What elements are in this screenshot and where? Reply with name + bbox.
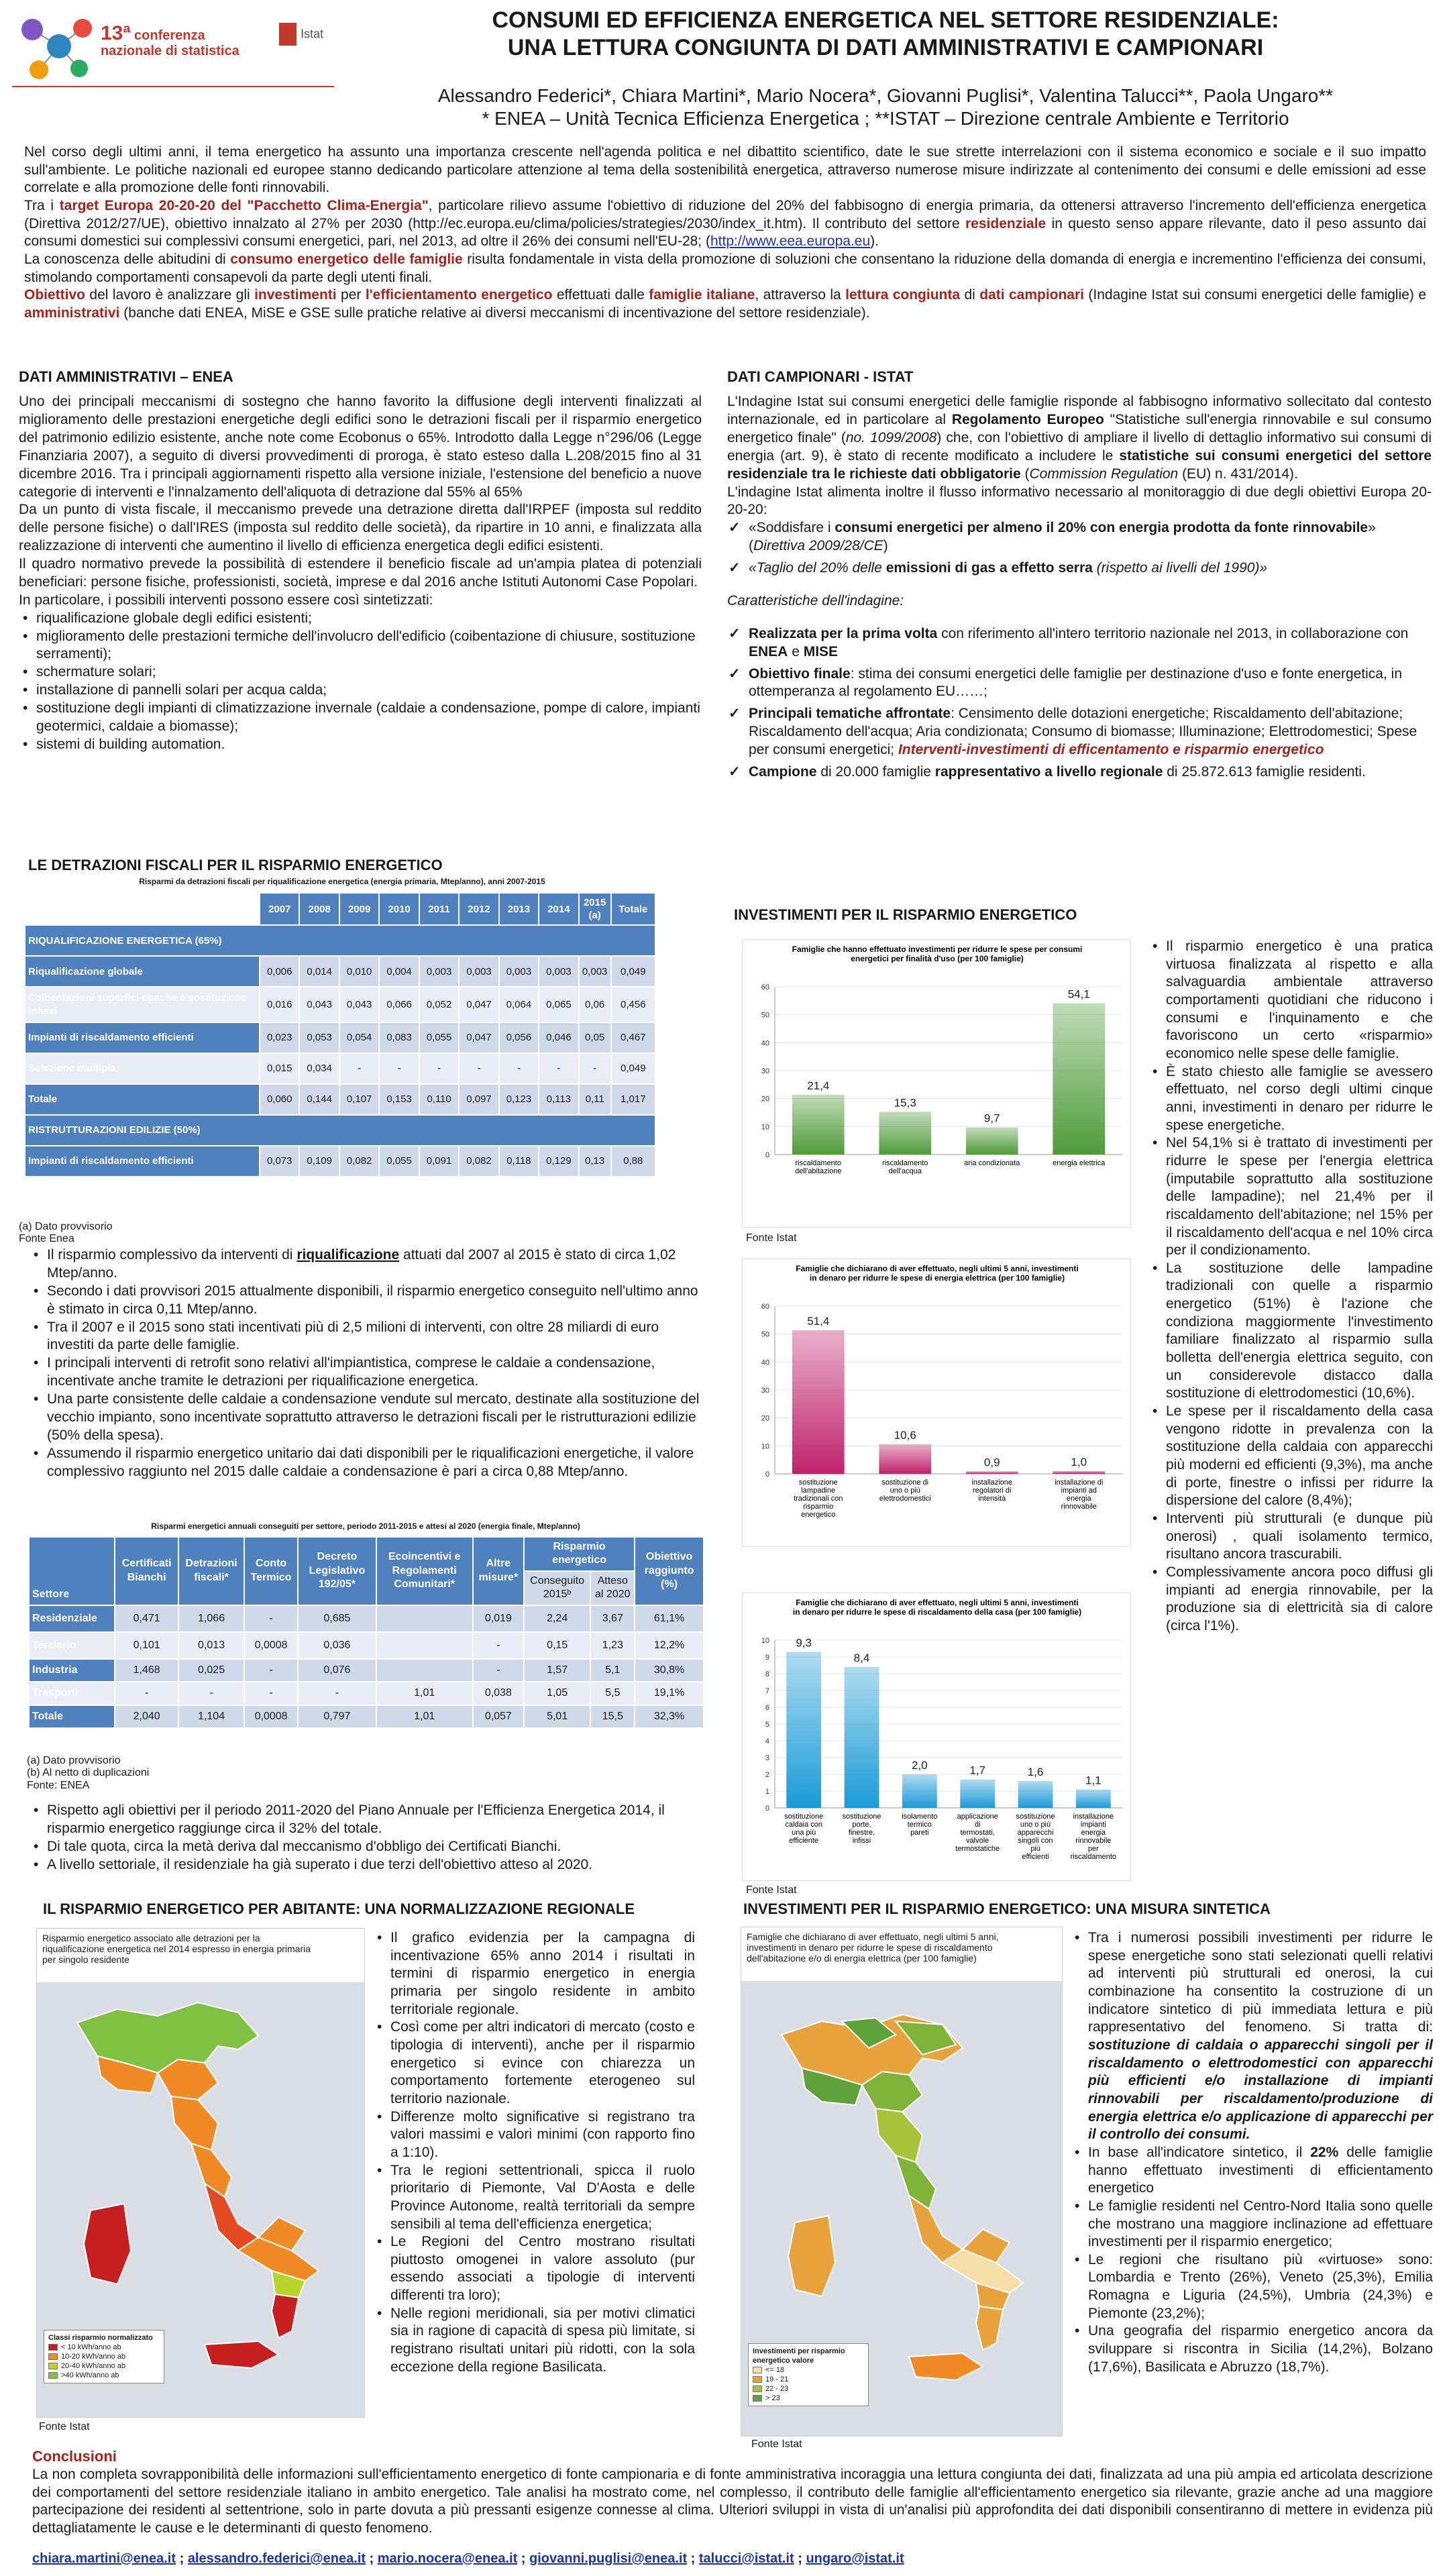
x-tick-label: sostituzione porte, finestre, infissi — [842, 1813, 881, 1845]
list-item: • Assumendo il risparmio energetico unitario dai dati disponibili per le riqualificazioni energetiche, il valore complessivo raggiunto nel 2015 dalle caldaie a condensazione è pari a circa 0,88 Mtep/anno. — [30, 1445, 700, 1481]
sintetica-bullets — [1071, 1929, 1433, 2376]
map-source: Fonte Istat — [751, 2438, 802, 2450]
left-p2: Da un punto di vista fiscale, il meccanismo prevede una detrazione diretta dall'IRPEF (imposta sul reddito delle persone fisiche) o dall'IRES (imposta sul reddito delle società), da ripartire in 10 anni, e finalizzata alla realizzazione di interventi che aumentino il livello di efficienza energetica degli edifici esistenti. — [19, 502, 702, 554]
data-label: 2,0 — [912, 1759, 928, 1772]
y-tick-label: 60 — [761, 1303, 769, 1311]
y-tick-label: 10 — [761, 1637, 769, 1645]
conference-logo — [12, 9, 334, 83]
map-caption: Risparmio energetico associato alle detrazioni per la riqualificazione energetica nel 2014 espresso in energia primaria per singolo residente — [42, 1933, 311, 1966]
y-tick-label: 10 — [761, 1442, 769, 1451]
x-tick-label: riscaldamento dell'abitazione — [795, 1159, 842, 1175]
x-tick-label: isolamento termico pareti — [902, 1813, 938, 1837]
list-item: • Così come per altri indicatori di mercato (costo e tipologia di interventi), anche per il risparmio energetico si evince con chiarezza un comportamento fortemente eterogeneo sul territorio nazionale. — [373, 2019, 695, 2108]
list-item: • Il grafico evidenzia per la campagna di incentivazione 65% anno 2014 i risultati in termini di risparmio energetico in energia primaria per singolo residente in ambito territoriale regionale. — [373, 1929, 695, 2019]
abitante-title: IL RISPARMIO ENERGETICO PER ABITANTE: UNA NORMALIZZAZIONE REGIONALE — [43, 1900, 635, 1917]
sintetica-title: INVESTIMENTI PER IL RISPARMIO ENERGETICO: UNA MISURA SINTETICA — [743, 1900, 1271, 1917]
email-link[interactable]: giovanni.puglisi@enea.it — [529, 2551, 688, 2566]
authors-block — [349, 85, 1422, 129]
list-item: • Le famiglie residenti nel Centro-Nord Italia sono quelle che mostrano una maggiore inclinazione ad effettuare investimenti per il risparmio energetico; — [1071, 2198, 1433, 2251]
risparmi-table: Settore Certificati Bianchi Detrazioni fiscali* Conto Termico Decreto Legislativo 192/05* Ecoincentivi e Regolamenti Comunitari* Altre misure* Risparmio energetico Obiettivo raggiunto (%) Conseguito 2015ᵇ Atteso al 2020 Residenziale 0,471 1,066 - 0,685 0,019 2,24 3,67 61,1% Terziario 0,101 0,013 0,0008 0,036 - 0,15 1,23 12,2% Industria 1,468 0,025 - 0,076 - 1,57 5,1 30,8% Trasporti - - - - 1,01 0,038 1,05 5,5 19,1% Totale 2,040 1,104 0,0008 0,797 1,01 0,057 5,01 15,5 32,3% — [28, 1536, 704, 1729]
email-link[interactable]: alessandro.federici@enea.it — [187, 2551, 366, 2566]
abitante-bullets — [373, 1929, 695, 2376]
bar — [1076, 1790, 1111, 1809]
bar — [786, 1652, 821, 1809]
data-label: 1,1 — [1085, 1774, 1102, 1787]
y-tick-label: 0 — [765, 1151, 769, 1159]
detrazioni-bullets — [30, 1246, 700, 1481]
table-row: Totale 2,040 1,104 0,0008 0,797 1,01 0,057 5,01 15,5 32,3% — [29, 1705, 704, 1728]
objectives-list — [727, 519, 1432, 578]
table-row: Trasporti - - - - 1,01 0,038 1,05 5,5 19,1% — [29, 1682, 704, 1705]
table-row: Selezione multipla 0,015 0,034 - - - - - - - 0,049 — [25, 1053, 655, 1084]
list-item: ✓ Obiettivo finale: stima dei consumi energetici delle famiglie per destinazione d'uso e fonte energetica, in ottemperanza al regolamento EU……; — [727, 665, 1432, 702]
y-tick-label: 5 — [765, 1721, 769, 1729]
y-tick-label: 30 — [761, 1387, 769, 1395]
introduction — [24, 144, 1426, 323]
x-tick-label: aria condizionata — [964, 1159, 1020, 1167]
table-row: Totale 0,060 0,144 0,107 0,153 0,110 0,097 0,123 0,113 0,11 1,017 — [25, 1084, 655, 1115]
intro-p2: Tra i target Europa 20-20-20 del "Pacchetto Clima-Energia", particolare rilievo assume l'obiettivo di riduzione del 20% del fabbisogno di energia primaria, da ottenersi attraverso l'incremento dell'efficienza energetica (Direttiva 2012/27/UE), obiettivo innalzato al 27% per 2030 (http://ec.europa.eu/clima/policies/strategies/2030/index_it.htm). Il contributo del settore residenziale in questo senso appare rilevante, dato il peso assunto dai consumi domestici sui complessivi consumi energetici, pari, nel 2013, ad oltre il 26% dei consumi nell'EU-28; (http://www.eea.europa.eu). — [24, 197, 1426, 250]
table-row: Impianti di riscaldamento efficienti 0,073 0,109 0,082 0,055 0,091 0,082 0,118 0,129 0,13 0,88 — [25, 1146, 655, 1177]
x-tick-label: installazione di impianti ad energia rinnovabile — [1055, 1479, 1104, 1511]
x-tick-label: installazione impianti energia rinnovabile per riscaldamento — [1070, 1813, 1117, 1861]
data-label: 51,4 — [807, 1314, 830, 1328]
section-title: DATI CAMPIONARI - ISTAT — [727, 368, 914, 385]
x-tick-label: sostituzione caldaia con una più efficiente — [784, 1813, 824, 1845]
table-row: Residenziale 0,471 1,066 - 0,685 0,019 2,24 3,67 61,1% — [29, 1605, 704, 1632]
conclusions — [32, 2447, 1433, 2538]
header-rule — [12, 86, 334, 87]
list-item: • Il risparmio energetico è una pratica virtuosa finalizzata al rispetto e alla salvaguardia ambientale attraverso comportamenti quotidiani che riducono i consumi e l'inquinamento e che favoriscono un certo «risparmio» economico nelle spese delle famiglie. — [1148, 938, 1433, 1063]
x-tick-label: sostituzione lampadine tradizionali con risparmio energetico — [794, 1479, 843, 1519]
bar — [966, 1128, 1018, 1155]
intro-p4: Obiettivo del lavoro è analizzare gli investimenti per l'efficientamento energetico effettuati dalle famiglie italiane, attraverso la lettura congiunta di dati campionari (Indagine Istat sui consumi energetici delle famiglie) e amministrativi (banche dati ENEA, MiSE e GSE sulle pratiche relative ai diversi meccanismi di incentivazione del settore residenziale). — [24, 287, 1427, 321]
poster-title — [349, 7, 1422, 62]
chart-title: Famiglie che dichiarano di aver effettuato, negli ultimi 5 anni, investimenti in denaro per ridurre le spese di energia elettrica (per 100 famiglie) — [796, 1264, 1079, 1283]
list-item: • I principali interventi di retrofit sono relativi all'impiantistica, comprese le caldaie a condensazione, incentivate anche tramite le detrazioni per riqualificazione energetica. — [30, 1354, 700, 1391]
list-item: • Interventi più strutturali (e dunque più onerosi) , quali isolamento termico, risultano ancora trascurabili. — [1148, 1510, 1433, 1564]
title-line-2: UNA LETTURA CONGIUNTA DI DATI AMMINISTRATIVI E CAMPIONARI — [507, 35, 1264, 61]
list-item: • Il risparmio complessivo da interventi di riqualificazione attuati dal 2007 al 2015 è stato di circa 1,02 Mtep/anno. — [30, 1246, 700, 1283]
map-caption: Famiglie che dichiarano di aver effettuato, negli ultimi 5 anni, investimenti in denaro per ridurre le spese di riscaldamento dell'abitazione e/o di energia elettrica (per 100 famiglie) — [747, 1931, 999, 1964]
y-tick-label: 6 — [765, 1704, 769, 1712]
x-tick-label: sostituzione uno o più apparecchi singoli con più efficienti — [1016, 1813, 1055, 1861]
right-p2: L'indagine Istat alimenta inoltre il flusso informativo necessario al monitoraggio di due degli obiettivi Europa 20-20-20: — [727, 484, 1432, 518]
email-link[interactable]: mario.nocera@enea.it — [377, 2551, 518, 2566]
y-tick-label: 50 — [761, 1011, 769, 1020]
bar — [902, 1774, 937, 1808]
list-item: ✓ Campione di 20.000 famiglie rappresentativo a livello regionale di 25.872.613 famiglie residenti. — [727, 763, 1432, 782]
y-tick-label: 2 — [765, 1771, 769, 1779]
x-tick-label: sostituzione di uno o più elettrodomestici — [879, 1479, 931, 1503]
data-label: 54,1 — [1067, 987, 1090, 1001]
data-label: 15,3 — [894, 1096, 916, 1110]
y-tick-label: 40 — [761, 1039, 769, 1048]
bar — [879, 1112, 931, 1155]
list-item: • Differenze molto significative si registrano tra valori massimi e valori minimi (con rapporto fino a 1:10). — [373, 2108, 695, 2162]
conference-name: conferenza nazionale di statistica — [101, 28, 239, 58]
bar — [1018, 1781, 1053, 1808]
list-item: • Secondo i dati provvisori 2015 attualmente disponibili, il risparmio energetico conseguito nell'ultimo anno è stimato in circa 0,11 Mtep/anno. — [30, 1283, 700, 1319]
list-item: • Le spese per il riscaldamento della casa vengono ridotte in prevalenza con la sostituzione della caldaia con apparecchi più moderni ed efficienti (9,3%), ma anche di porte, finestre o infissi per ridurre la dispersione del calore (8,4%); — [1148, 1403, 1433, 1510]
list-item: • sistemi di building automation. — [19, 736, 702, 754]
list-item: • Tra le regioni settentrionali, spicca il ruolo prioritario di Piemonte, Val D'Aosta e delle Province Autonome, realtà territoriali da sempre sensibili al tema dell'efficienza energetica; — [373, 2162, 695, 2234]
data-label: 1,7 — [969, 1764, 985, 1777]
data-label: 0,9 — [983, 1456, 1000, 1469]
table-row: Terziario 0,101 0,013 0,0008 0,036 - 0,15 1,23 12,2% — [29, 1632, 704, 1659]
chart-riscaldamento — [742, 1593, 1131, 1881]
title-line-1: CONSUMI ED EFFICIENZA ENERGETICA NEL SETTORE RESIDENZIALE: — [492, 7, 1279, 33]
intro-p3: La conoscenza delle abitudini di consumo energetico delle famiglie risulta fondamentale in vista della promozione di soluzioni che consentano la riduzione della domanda di energia e incrementino l'efficienza dei consumi, stimolando comportamenti consapevoli da parte degli utenti finali. — [24, 251, 1426, 285]
list-item: • sostituzione degli impianti di climatizzazione invernale (caldaie a condensazione, pompe di calore, impianti geotermici, caldaie a biomasse); — [19, 700, 702, 736]
y-tick-label: 3 — [765, 1754, 769, 1762]
list-item: • installazione di pannelli solari per acqua calda; — [19, 682, 702, 700]
detrazioni-title: LE DETRAZIONI FISCALI PER IL RISPARMIO ENERGETICO — [28, 857, 443, 873]
chart-title: Famiglie che hanno effettuato investimenti per ridurre le spese per consumi energetici per finalità d'uso (per 100 famiglie) — [792, 945, 1083, 963]
emails: chiara.martini@enea.it ; alessandro.federici@enea.it ; mario.nocera@enea.it ; giovanni.puglisi@enea.it ; talucci@istat.it ; ungaro@istat.it — [32, 2551, 904, 2566]
y-tick-label: 60 — [761, 983, 769, 991]
data-label: 9,7 — [983, 1112, 1000, 1125]
detrazioni-table: 2007 2008 2009 2010 2011 2012 2013 2014 2015 (a) Totale RIQUALIFICAZIONE ENERGETICA (65%) Riqualificazione globale 0,006 0,014 0,010 0,004 0,003 0,003 0,003 0,003 0,003 0,049 Coibentazioni superfici opache e sostituzione infissi 0,016 0,043 0,043 0,066 0,052 0,047 0,064 0,065 0,06 0,456 Impianti di riscaldamento efficienti 0,023 0,053 0,054 0,083 0,055 0,047 0,056 0,046 0,05 0,467 Selezione multipla 0,015 0,034 - - - - - - - 0,049 Totale 0,060 0,144 0,107 0,153 0,110 0,097 0,123 0,113 0,11 1,017 RISTRUTTURAZIONI EDILIZIE (50%) Impianti di riscaldamento efficienti 0,073 0,109 0,082 0,055 0,091 0,082 0,118 0,129 0,13 0,88 — [24, 892, 656, 1177]
chart-finalita-uso — [742, 939, 1131, 1228]
eea-link[interactable]: http://www.eea.europa.eu — [710, 233, 871, 250]
map-investimenti — [741, 1927, 1063, 2436]
list-item: • È stato chiesto alle famiglie se avessero effettuato, nel corso degli ultimi cinque anni, investimenti in denaro per ridurre le spese energetiche. — [1148, 1063, 1433, 1135]
data-label: 21,4 — [807, 1079, 830, 1092]
list-item: • miglioramento delle prestazioni termiche dell'involucro dell'edificio (coibentazione di chiusure, sostituzione serramenti); — [19, 628, 702, 664]
list-item: • Una geografia del risparmio energetico ancora da sviluppare si riscontra in Sicilia (14,2%), Bolzano (17,6%), Basilicata e Abruzzo (18,7%). — [1071, 2322, 1433, 2376]
list-item: • A livello settoriale, il residenziale ha già superato i due terzi dell'obiettivo atteso al 2020. — [30, 1856, 694, 1874]
dati-amministrativi-section — [19, 368, 702, 754]
chart-title: Famiglie che dichiarano di aver effettuato, negli ultimi 5 anni, investimenti in denaro per ridurre le spese di riscaldamento della casa (per 100 famiglie) — [792, 1598, 1082, 1617]
y-tick-label: 7 — [765, 1687, 769, 1695]
x-tick-label: energia elettrica — [1053, 1159, 1106, 1167]
table-section-row: RISTRUTTURAZIONI EDILIZIE (50%) — [25, 1115, 655, 1146]
investimenti-bullets — [1148, 938, 1433, 1635]
list-item: • schermature solari; — [19, 663, 702, 682]
left-p4: In particolare, i possibili interventi possono essere così sintetizzati: — [19, 592, 433, 608]
detrazioni-caption: Risparmi da detrazioni fiscali per riqualificazione energetica (energia primaria, Mtep/anno), anni 2007-2015 — [139, 877, 545, 886]
list-item: • Complessivamente ancora poco diffusi gli impianti ad energia rinnovabile, per la produzione sia di elettricità sia di calore (circa l'1%). — [1148, 1564, 1433, 1635]
y-tick-label: 0 — [765, 1470, 769, 1479]
list-item: ✓ «Soddisfare i consumi energetici per almeno il 20% con energia prodotta da fonte rinnovabile» (Direttiva 2009/28/CE) — [727, 519, 1432, 555]
y-tick-label: 1 — [765, 1788, 769, 1796]
map-legend: Investimenti per risparmio energetico valore <= 18 19 - 21 22 - 23 > 23 — [748, 2343, 869, 2406]
email-link[interactable]: ungaro@istat.it — [806, 2551, 904, 2566]
y-tick-label: 20 — [761, 1095, 769, 1104]
data-label: 1,6 — [1027, 1766, 1044, 1778]
left-p3: Il quadro normativo prevede la possibilità di estendere il beneficio fiscale ad un'ampia platea di potenziali beneficiari: persone fisiche, professionisti, società, imprese e dal 2016 anche Istituti Autonomi Case Popolari. — [19, 556, 702, 590]
chart-source: Fonte Istat — [746, 1884, 797, 1896]
risparmi-notes: (a) Dato provvisorio (b) Al netto di duplicazioni Fonte: ENEA — [27, 1755, 150, 1791]
bar — [845, 1667, 879, 1808]
conclusions-title: Conclusioni — [32, 2448, 117, 2465]
table-row: Coibentazioni superfici opache e sostituzione infissi 0,016 0,043 0,043 0,066 0,052 0,047 0,064 0,065 0,06 0,456 — [25, 987, 655, 1022]
chart-source: Fonte Istat — [746, 1232, 797, 1244]
bar — [1053, 1004, 1105, 1155]
list-item: • Rispetto agli obiettivi per il periodo 2011-2020 del Piano Annuale per l'Efficienza Energetica 2014, il risparmio energetico raggiunge circa il 32% del totale. — [30, 1802, 694, 1838]
bar — [960, 1780, 995, 1809]
table-row: Impianti di riscaldamento efficienti 0,023 0,053 0,054 0,083 0,055 0,047 0,056 0,046 0,05 0,467 — [25, 1022, 655, 1053]
list-item: • Nel 54,1% si è trattato di investimenti per ridurre le spese per l'energia elettrica (imputabile soprattutto alla sostituzione delle lampadine); nel 21,4% per il riscaldamento dell'abitazione; nel 15% per il riscaldamento dell'acqua e nel 10% circa per il condizionamento. — [1148, 1134, 1433, 1260]
list-item: • Nelle regioni meridionali, sia per motivi climatici sia in ragione di capacità di spesa più limitate, si registrano risultati unitari più ridotti, con la sola eccezione della regione Basilicata. — [373, 2305, 695, 2377]
risparmi-caption: Risparmi energetici annuali conseguiti per settore, periodo 2011-2015 e attesi al 2020 (energia finale, Mtep/anno) — [151, 1521, 580, 1531]
list-item: • Tra il 2007 e il 2015 sono stati incentivati più di 2,5 milioni di interventi, con oltre 28 miliardi di euro investiti da parte delle famiglie. — [30, 1319, 700, 1355]
bar — [966, 1471, 1018, 1474]
data-label: 1,0 — [1071, 1455, 1087, 1468]
section-title: DATI AMMINISTRATIVI – ENEA — [19, 368, 233, 385]
bar — [792, 1095, 845, 1155]
istat-logo-text: Istat — [301, 27, 324, 41]
map-risparmio-abitante — [36, 1928, 365, 2418]
y-tick-label: 20 — [761, 1414, 769, 1423]
x-tick-label: applicazione di termostati, valvole termostatiche — [955, 1813, 1000, 1853]
survey-features-title: Caratteristiche dell'indagine: — [727, 592, 904, 608]
map-legend: Classi risparmio normalizzato < 10 kWh/anno ab 10-20 kWh/anno ab 20-40 kWh/anno ab >40 kWh/anno ab — [44, 2330, 164, 2383]
list-item: • Le Regioni del Centro mostrano risultati piuttosto omogenei in valore assoluto (pur essendo associati a tipologie di interventi differenti tra loro); — [373, 2233, 695, 2305]
left-p1: Uno dei principali meccanismi di sostegno che hanno favorito la diffusione degli interventi finalizzati al miglioramento delle prestazioni energetiche degli edifici sono le detrazioni fiscali per il risparmio energetico del patrimonio edilizio esistente, anche note come Ecobonus o 65%. Introdotto dalla Legge n°296/06 (Legge Finanziaria 2007), a seguito di diversi provvedimenti di proroga, è stato esteso dalla L.208/2015 fino al 31 dicembre 2016. Tra i principali aggiornamenti rispetto alla versione iniziale, l'estensione del beneficio a nuove categorie di interventi e l'innalzamento dell'aliquota di detrazione dal 55% al 65% — [19, 394, 702, 500]
list-item: • La sostituzione delle lampadine tradizionali con quelle a risparmio energetico (51%) è l'azione che condiziona maggiormente l'investimento familiare finalizzato al risparmio sulla bolletta dell'energia elettrica seguito, con un considerevole distacco dalla sostituzione di elettrodomestici (10,6%). — [1148, 1260, 1433, 1403]
y-tick-label: 50 — [761, 1330, 769, 1339]
survey-features-list — [727, 625, 1432, 782]
intervention-list — [19, 610, 702, 754]
list-item: • Una parte consistente delle caldaie a condensazione vendute sul mercato, destinate alla sostituzione del vecchio impianto, sono incentivate soprattutto attraverso le detrazioni fiscali per le ristrutturazioni edilizie (50% della spesa). — [30, 1391, 700, 1445]
bar — [792, 1330, 845, 1474]
list-item: ✓ Principali tematiche affrontate: Censimento delle dotazioni energetiche; Riscaldamento dell'abitazione; Riscaldamento dell'acqua; Aria condizionata; Consumo di biomasse; Illuminazione; Elettrodomestici; Spese per consumi energetici; Interventi-investimenti di efficentamento e risparmio energetico — [727, 705, 1432, 759]
map-source: Fonte Istat — [39, 2421, 90, 2432]
dati-campionari-section — [727, 368, 1432, 786]
y-tick-label: 9 — [765, 1654, 769, 1662]
list-item: ✓ «Taglio del 20% delle emissioni di gas a effetto serra (rispetto ai livelli del 1990)» — [727, 559, 1432, 578]
conclusions-text: La non completa sovrapponibilità delle informazioni sull'efficientamento energetico di fonte campionaria e di fonte amministrativa incoraggia una lettura congiunta dei dati, finalizzata ad una più ampia ed articolata descrizione dei comportamenti del settore residenziale italiano in ambito energetico. Tale analisi ha mostrato come, nel complesso, il contributo delle famiglie all'efficientamento energetico sia rilevante, grazie anche ad una maggiore partecipazione dei residenti al settentrione, solo in parte dovuta a più pressanti esigenze connesse al clima. Ulteriori sviluppi in vista di un'analisi più approfondita dei dati disponibili consentiranno di mettere in evidenza più dettagliatamente le cause e le determinanti di questo fenomeno. — [32, 2466, 1433, 2536]
intro-p1: Nel corso degli ultimi anni, il tema energetico ha assunto una importanza crescente nell'agenda politica e nel dibattito scientifico, date le sue strette interrelazioni con il sistema economico e sociale e il suo impatto sull'ambiente. Le politiche nazionali ed europee stanno dedicando particolare attenzione al tema della sostenibilità energetica, attraverso numerose misure indirizzate al contenimento dei consumi e delle emissioni ad esse correlate e alla promozione delle fonti rinnovabili. — [24, 144, 1426, 196]
y-tick-label: 8 — [765, 1670, 769, 1678]
email-link[interactable]: talucci@istat.it — [698, 2551, 794, 2566]
list-item: ✓ Realizzata per la prima volta con riferimento all'intero territorio nazionale nel 2013, in collaborazione con ENEA e MISE — [727, 625, 1432, 661]
affiliations: * ENEA – Unità Tecnica Efficienza Energetica ; **ISTAT – Direzione centrale Ambiente e Territorio — [482, 107, 1289, 129]
email-link[interactable]: chiara.martini@enea.it — [32, 2551, 176, 2566]
x-tick-label: installazione regolatori di intensità — [971, 1479, 1013, 1503]
conference-number: 13ª — [101, 22, 131, 44]
detrazioni-notes: (a) Dato provvisorio Fonte Enea — [19, 1221, 113, 1245]
istat-logo-icon — [279, 23, 297, 46]
authors: Alessandro Federici*, Chiara Martini*, Mario Nocera*, Giovanni Puglisi*, Valentina Talucci**, Paola Ungaro** — [437, 85, 1334, 106]
table-section-row: RIQUALIFICAZIONE ENERGETICA (65%) — [25, 925, 655, 956]
data-label: 8,4 — [853, 1652, 870, 1664]
y-tick-label: 40 — [761, 1358, 769, 1367]
y-tick-label: 0 — [765, 1805, 769, 1813]
chart-energia-elettrica — [742, 1258, 1131, 1547]
list-item: • Di tale quota, circa la metà deriva dal meccanismo d'obbligo dei Certificati Bianchi. — [30, 1838, 694, 1856]
y-tick-label: 4 — [765, 1737, 769, 1746]
table-row: Riqualificazione globale 0,006 0,014 0,010 0,004 0,003 0,003 0,003 0,003 0,003 0,049 — [25, 956, 655, 987]
data-label: 10,6 — [894, 1428, 916, 1442]
investimenti-title: INVESTIMENTI PER IL RISPARMIO ENERGETICO — [734, 906, 1077, 923]
x-tick-label: riscaldamento dell'acqua — [882, 1159, 928, 1175]
network-icon — [12, 9, 99, 83]
data-label: 9,3 — [796, 1636, 812, 1650]
bar — [1053, 1471, 1105, 1474]
table-row: Industria 1,468 0,025 - 0,076 - 1,57 5,1 30,8% — [29, 1659, 704, 1682]
y-tick-label: 30 — [761, 1067, 769, 1075]
risparmi-bullets — [30, 1802, 694, 1874]
y-tick-label: 10 — [761, 1123, 769, 1132]
list-item: • Le regioni che risultano più «virtuose» sono: Lombardia e Trento (26%), Veneto (25,3%), Emilia Romagna e Liguria (24,5%), Umbria (24,3%) e Piemonte (23,2%); — [1071, 2251, 1433, 2323]
right-p1: L'Indagine Istat sui consumi energetici delle famiglie risponde al fabbisogno informativo sollecitato dal contesto internazionale, ed in particolare al Regolamento Europeo "Statistiche sull'energia rinnovabile e sul consumo energetico finale" (no. 1099/2008) che, con l'obiettivo di ampliare il livello di dettaglio informativo sui consumi di energia (art. 9), è stato di recente modificato a includere le statistiche sui consumi energetici del settore residenziale tra le richieste dati obbligatorie (Commission Regulation (EU) n. 431/2014). — [727, 394, 1432, 482]
list-item: • In base all'indicatore sintetico, il 22% delle famiglie hanno effettuato investimenti di efficientamento energetico — [1071, 2144, 1433, 2198]
list-item: • riqualificazione globale degli edifici esistenti; — [19, 610, 702, 628]
list-item: • Tra i numerosi possibili investimenti per ridurre le spese energetiche sono stati selezionati quelli relativi ad interventi più strutturali ed onerosi, la cui combinazione ha consentito la costruzione di un indicatore sintetico di più immediata lettura e più rappresentativo del fenomeno. Si tratta di: sostituzione di caldaia o apparecchi singoli per il riscaldamento o elettrodomestici con apparecchi più efficienti e/o installazione di impianti rinnovabili per riscaldamento/produzione di energia elettrica e/o applicazione di apparecchi per il controllo dei consumi. — [1071, 1929, 1433, 2144]
bar — [879, 1444, 931, 1474]
